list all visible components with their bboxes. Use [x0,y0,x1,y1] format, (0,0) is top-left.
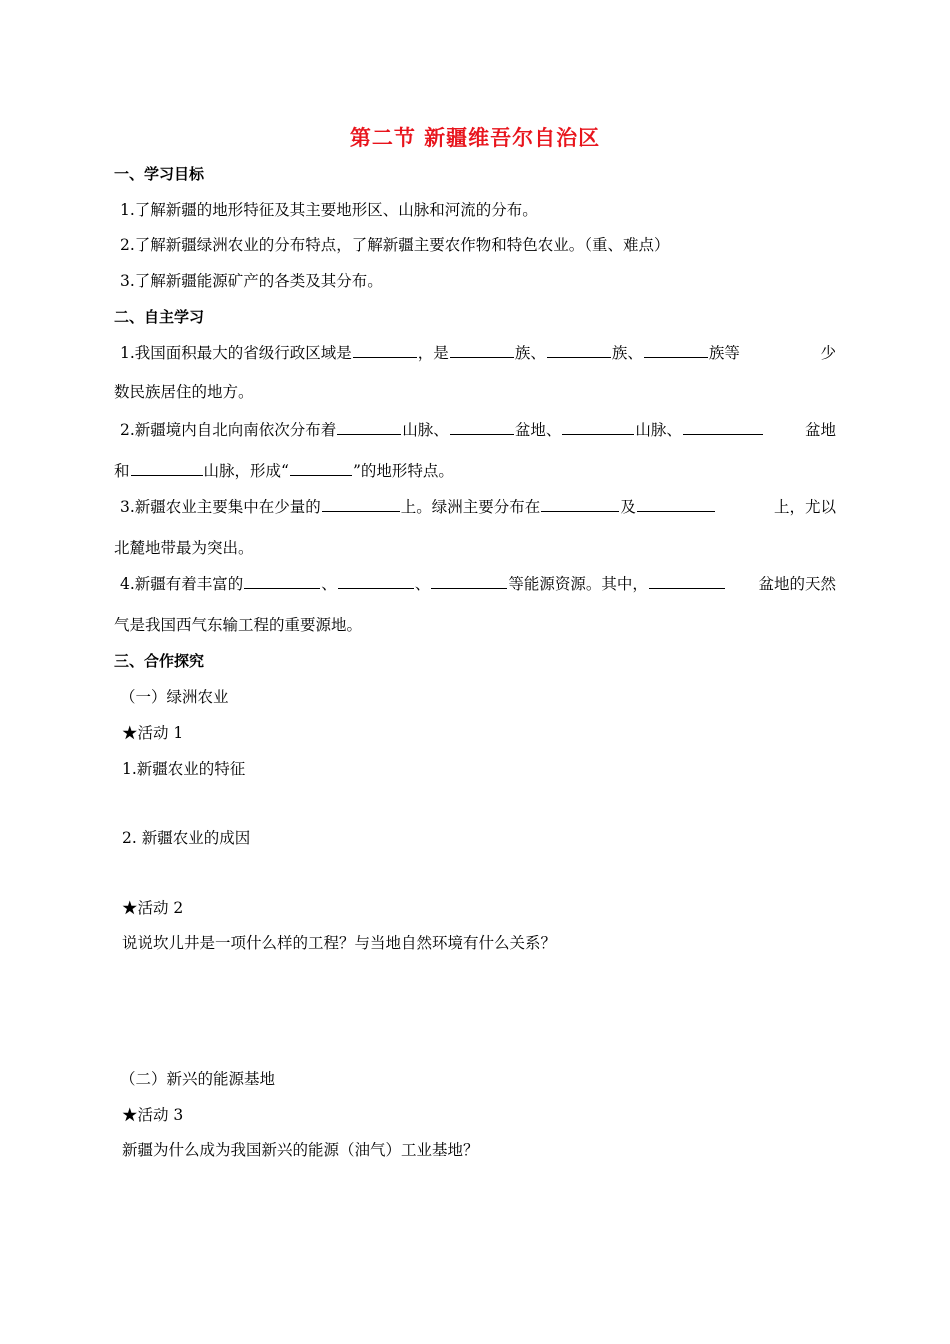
answer-blank[interactable] [353,343,417,358]
answer-blank[interactable] [649,574,725,589]
q1-text-f: 少 [820,344,836,362]
answer-blank[interactable] [450,420,514,435]
answer-blank[interactable] [541,497,619,512]
answer-blank[interactable] [562,420,634,435]
q3-text-d: 上，尤以 [773,498,836,516]
q2-text-e: 盆地 [804,421,836,439]
answer-blank[interactable] [131,461,203,476]
answer-blank[interactable] [244,574,320,589]
q4-text-d: 等能源资源。其中， [508,575,648,593]
subsection-energy-base: （二）新兴的能源基地 [120,1070,276,1088]
answer-blank[interactable] [337,420,401,435]
objective-item: 3.了解新疆能源矿产的各类及其分布。 [120,272,383,290]
q3-text-c: 及 [620,498,636,516]
q3-text-a: 3.新疆农业主要集中在少量的 [120,498,321,516]
question-2-line-2 [114,461,454,481]
question-1-line-1 [114,343,836,363]
q1-text-a: 1.我国面积最大的省级行政区域是 [120,344,352,362]
q2-text-line2a: 和 [114,462,130,480]
q2-text-c: 盆地、 [514,421,562,439]
q2-text-a: 2.新疆境内自北向南依次分布着 [120,421,337,439]
answer-blank[interactable] [322,497,400,512]
activity-3-label: ★活动 3 [122,1106,184,1124]
answer-blank[interactable] [637,497,715,512]
q1-text-e: 族等 [708,344,740,362]
section-heading-self-study: 二、自主学习 [114,308,205,326]
activity-1-label: ★活动 1 [122,724,184,742]
question-1-line-2: 数民族居住的地方。 [114,383,254,401]
activity-2-question: 说说坎儿井是一项什么样的工程？与当地自然环境有什么关系？ [122,934,557,952]
q4-text-b: 、 [321,575,337,593]
answer-blank[interactable] [683,420,763,435]
q1-text-c: 族、 [514,344,546,362]
q2-text-line2c: ”的地形特点。 [352,462,454,480]
answer-blank[interactable] [644,343,708,358]
question-4-line-1 [114,574,836,594]
section-heading-cooperative: 三、合作探究 [114,652,205,670]
q2-text-d: 山脉、 [635,421,682,439]
activity-3-question: 新疆为什么成为我国新兴的能源（油气）工业基地？ [122,1141,479,1159]
answer-blank[interactable] [450,343,514,358]
activity-1-question-2: 2. 新疆农业的成因 [122,829,251,847]
q2-text-b: 山脉、 [402,421,449,439]
q4-text-a: 4.新疆有着丰富的 [120,575,244,593]
q3-text-b: 上。绿洲主要分布在 [400,498,541,516]
question-4-line-2: 气是我国西气东输工程的重要源地。 [114,616,363,634]
activity-2-label: ★活动 2 [122,899,184,917]
answer-blank[interactable] [547,343,611,358]
q4-text-e: 盆地的天然 [758,575,836,593]
question-2-line-1 [114,420,836,440]
q2-text-line2b: 山脉，形成“ [203,462,289,480]
question-3-line-2: 北麓地带最为突出。 [114,539,254,557]
q1-text-b: ，是 [417,344,449,362]
answer-blank[interactable] [290,461,352,476]
answer-blank[interactable] [338,574,414,589]
page-title: 第二节 新疆维吾尔自治区 [349,126,601,150]
question-3-line-1 [114,497,836,517]
subsection-oasis-agriculture: （一）绿洲农业 [120,688,229,706]
section-heading-objectives: 一、学习目标 [114,165,205,183]
q1-text-d: 族、 [611,344,643,362]
objective-item: 1.了解新疆的地形特征及其主要地形区、山脉和河流的分布。 [120,201,538,219]
q4-text-c: 、 [414,575,431,593]
answer-blank[interactable] [431,574,507,589]
activity-1-question-1: 1.新疆农业的特征 [122,760,246,778]
objective-item: 2.了解新疆绿洲农业的分布特点，了解新疆主要农作物和特色农业。（重、难点） [120,236,670,254]
